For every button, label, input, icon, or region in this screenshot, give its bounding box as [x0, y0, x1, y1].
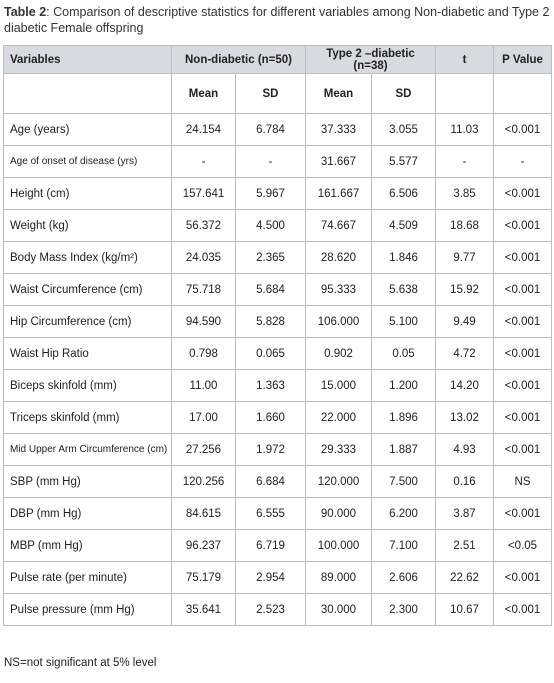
t-cell: 4.93 — [436, 434, 494, 466]
nd-sd-cell: 0.065 — [236, 338, 306, 370]
t-cell: 3.87 — [436, 498, 494, 530]
nd-mean-cell: 157.641 — [172, 178, 236, 210]
header-non-diabetic: Non-diabetic (n=50) — [172, 46, 306, 74]
t-cell: 18.68 — [436, 210, 494, 242]
subheader-empty — [4, 74, 172, 114]
subheader-p-empty — [494, 74, 552, 114]
d-mean-cell: 31.667 — [306, 146, 372, 178]
t-cell: 15.92 — [436, 274, 494, 306]
table-row — [4, 242, 552, 274]
t-cell: 13.02 — [436, 402, 494, 434]
d-mean-cell: 90.000 — [306, 498, 372, 530]
subheader-d-sd: SD — [372, 74, 436, 114]
table-row — [4, 594, 552, 626]
header-row — [4, 46, 552, 74]
d-sd-cell: 7.100 — [372, 530, 436, 562]
subheader-t-empty — [436, 74, 494, 114]
var-cell: DBP (mm Hg) — [4, 498, 172, 530]
nd-mean-cell: 11.00 — [172, 370, 236, 402]
p-value-cell: <0.001 — [494, 210, 552, 242]
t-cell: 4.72 — [436, 338, 494, 370]
t-cell: 11.03 — [436, 114, 494, 146]
p-value-cell: <0.001 — [494, 562, 552, 594]
var-cell: Triceps skinfold (mm) — [4, 402, 172, 434]
nd-sd-cell: 1.660 — [236, 402, 306, 434]
d-mean-cell: 89.000 — [306, 562, 372, 594]
table-row — [4, 210, 552, 242]
header-type2-diabetic: Type 2 –diabetic (n=38) — [306, 46, 436, 74]
nd-sd-cell: 4.500 — [236, 210, 306, 242]
p-value-cell: NS — [494, 466, 552, 498]
table-row — [4, 146, 552, 178]
table-caption-label: Table 2 — [4, 5, 47, 19]
var-cell: Hip Circumference (cm) — [4, 306, 172, 338]
d-mean-cell: 161.667 — [306, 178, 372, 210]
header-variables: Variables — [4, 46, 172, 74]
d-sd-cell: 6.506 — [372, 178, 436, 210]
p-value-cell: <0.001 — [494, 242, 552, 274]
nd-mean-cell: 0.798 — [172, 338, 236, 370]
nd-sd-cell: 5.967 — [236, 178, 306, 210]
d-sd-cell: 2.300 — [372, 594, 436, 626]
t-cell: 22.62 — [436, 562, 494, 594]
nd-sd-cell: 2.954 — [236, 562, 306, 594]
subheader-nd-mean: Mean — [172, 74, 236, 114]
table-row — [4, 274, 552, 306]
var-cell: Age of onset of disease (yrs) — [4, 146, 172, 178]
table-row — [4, 402, 552, 434]
nd-mean-cell: 75.179 — [172, 562, 236, 594]
table-row — [4, 562, 552, 594]
nd-sd-cell: 6.684 — [236, 466, 306, 498]
p-value-cell: <0.001 — [494, 178, 552, 210]
nd-mean-cell: 24.154 — [172, 114, 236, 146]
nd-mean-cell: 56.372 — [172, 210, 236, 242]
nd-mean-cell: 94.590 — [172, 306, 236, 338]
p-value-cell: <0.001 — [494, 114, 552, 146]
nd-mean-cell: 84.615 — [172, 498, 236, 530]
footnote: NS=not significant at 5% level — [4, 657, 157, 669]
table-row — [4, 178, 552, 210]
table-row — [4, 434, 552, 466]
p-value-cell: <0.001 — [494, 306, 552, 338]
header-p-value: P Value — [494, 46, 552, 74]
nd-mean-cell: 35.641 — [172, 594, 236, 626]
p-value-cell: <0.001 — [494, 434, 552, 466]
nd-sd-cell: 5.684 — [236, 274, 306, 306]
var-cell: Mid Upper Arm Circumference (cm) — [4, 434, 172, 466]
p-value-cell: <0.001 — [494, 594, 552, 626]
t-cell: 10.67 — [436, 594, 494, 626]
p-value-cell: <0.001 — [494, 498, 552, 530]
d-sd-cell: 4.509 — [372, 210, 436, 242]
p-value-cell: - — [494, 146, 552, 178]
d-mean-cell: 95.333 — [306, 274, 372, 306]
t-cell: 2.51 — [436, 530, 494, 562]
var-cell: Height (cm) — [4, 178, 172, 210]
table-row — [4, 370, 552, 402]
table-row — [4, 306, 552, 338]
d-sd-cell: 1.896 — [372, 402, 436, 434]
p-value-cell: <0.001 — [494, 370, 552, 402]
nd-mean-cell: 27.256 — [172, 434, 236, 466]
d-mean-cell: 120.000 — [306, 466, 372, 498]
table-row — [4, 114, 552, 146]
p-value-cell: <0.001 — [494, 338, 552, 370]
subheader-nd-sd: SD — [236, 74, 306, 114]
d-mean-cell: 15.000 — [306, 370, 372, 402]
t-cell: 0.16 — [436, 466, 494, 498]
var-cell: MBP (mm Hg) — [4, 530, 172, 562]
nd-sd-cell: 2.365 — [236, 242, 306, 274]
d-mean-cell: 29.333 — [306, 434, 372, 466]
nd-mean-cell: 17.00 — [172, 402, 236, 434]
var-cell: Pulse pressure (mm Hg) — [4, 594, 172, 626]
t-cell: 9.77 — [436, 242, 494, 274]
d-mean-cell: 0.902 — [306, 338, 372, 370]
table-row — [4, 466, 552, 498]
d-sd-cell: 7.500 — [372, 466, 436, 498]
d-sd-cell: 2.606 — [372, 562, 436, 594]
nd-sd-cell: - — [236, 146, 306, 178]
nd-mean-cell: 120.256 — [172, 466, 236, 498]
d-sd-cell: 3.055 — [372, 114, 436, 146]
nd-mean-cell: 24.035 — [172, 242, 236, 274]
nd-sd-cell: 1.972 — [236, 434, 306, 466]
t-cell: 3.85 — [436, 178, 494, 210]
var-cell: SBP (mm Hg) — [4, 466, 172, 498]
p-value-cell: <0.05 — [494, 530, 552, 562]
d-sd-cell: 5.638 — [372, 274, 436, 306]
d-sd-cell: 5.100 — [372, 306, 436, 338]
t-cell: 14.20 — [436, 370, 494, 402]
nd-mean-cell: 75.718 — [172, 274, 236, 306]
nd-sd-cell: 5.828 — [236, 306, 306, 338]
d-mean-cell: 100.000 — [306, 530, 372, 562]
subheader-d-mean: Mean — [306, 74, 372, 114]
d-sd-cell: 1.887 — [372, 434, 436, 466]
d-sd-cell: 5.577 — [372, 146, 436, 178]
var-cell: Weight (kg) — [4, 210, 172, 242]
d-mean-cell: 106.000 — [306, 306, 372, 338]
var-cell: Waist Circumference (cm) — [4, 274, 172, 306]
subheader-row — [4, 74, 552, 114]
d-mean-cell: 22.000 — [306, 402, 372, 434]
header-t: t — [436, 46, 494, 74]
d-sd-cell: 0.05 — [372, 338, 436, 370]
d-sd-cell: 1.200 — [372, 370, 436, 402]
nd-sd-cell: 2.523 — [236, 594, 306, 626]
nd-sd-cell: 6.555 — [236, 498, 306, 530]
table-row — [4, 498, 552, 530]
table-caption — [4, 4, 552, 36]
d-mean-cell: 74.667 — [306, 210, 372, 242]
var-cell: Pulse rate (per minute) — [4, 562, 172, 594]
t-cell: 9.49 — [436, 306, 494, 338]
var-cell: Biceps skinfold (mm) — [4, 370, 172, 402]
nd-sd-cell: 6.719 — [236, 530, 306, 562]
p-value-cell: <0.001 — [494, 402, 552, 434]
table-caption-text: : Comparison of descriptive statistics for different variables among Non-diabetic and Type 2 diabetic Female offspring — [4, 5, 550, 35]
table-body — [4, 114, 552, 626]
var-cell: Waist Hip Ratio — [4, 338, 172, 370]
d-sd-cell: 6.200 — [372, 498, 436, 530]
nd-mean-cell: - — [172, 146, 236, 178]
d-mean-cell: 28.620 — [306, 242, 372, 274]
nd-sd-cell: 1.363 — [236, 370, 306, 402]
statistics-table — [3, 45, 552, 626]
table-row — [4, 338, 552, 370]
var-cell: Body Mass Index (kg/m²) — [4, 242, 172, 274]
d-mean-cell: 37.333 — [306, 114, 372, 146]
p-value-cell: <0.001 — [494, 274, 552, 306]
nd-mean-cell: 96.237 — [172, 530, 236, 562]
d-sd-cell: 1.846 — [372, 242, 436, 274]
var-cell: Age (years) — [4, 114, 172, 146]
d-mean-cell: 30.000 — [306, 594, 372, 626]
t-cell: - — [436, 146, 494, 178]
table-row — [4, 530, 552, 562]
nd-sd-cell: 6.784 — [236, 114, 306, 146]
